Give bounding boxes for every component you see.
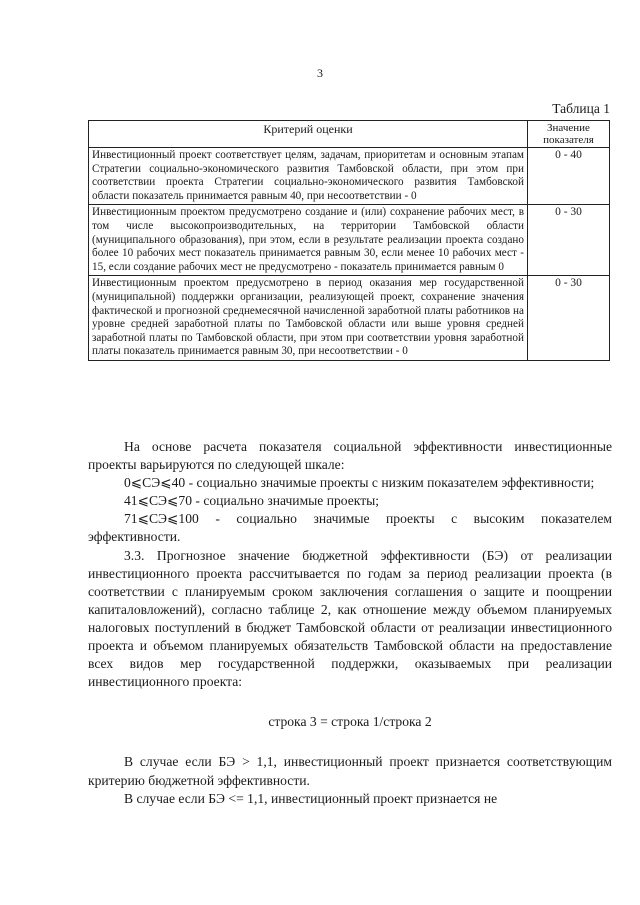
paragraph-be-below: В случае если БЭ <= 1,1, инвестиционный проект признается не: [124, 790, 498, 806]
header-criterion: Критерий оценки: [89, 121, 528, 148]
table-row: [89, 148, 610, 205]
paragraph-scale-intro: На основе расчета показателя социальной эффективности инвестиционные проекты варьируются по следующей шкале:: [88, 439, 612, 473]
header-value: Значение показателя: [528, 121, 610, 148]
table-caption: Таблица 1: [552, 101, 610, 116]
table-row: [89, 205, 610, 276]
paragraph-scale-low: 0⩽СЭ⩽40 - социально значимые проекты с низким показателем эффективности;: [124, 475, 595, 491]
criterion-cell: Инвестиционным проектом предусмотрено создание и (или) сохранение рабочих мест, в том числе высокопроизводительных, на территории Тамбовской области (муниципального образования), при этом, если в результате реализации проекта создано более 10 рабочих мест показатель принимается равным 30, если менее 10 рабочих мест - 15, если создание рабочих мест не предусмотрено - показатель принимается равным 0: [89, 205, 528, 276]
table-header-row: [89, 121, 610, 148]
table-row: [89, 276, 610, 361]
document-body: [88, 438, 612, 808]
formula: строка 3 = строка 1/строка 2: [268, 714, 432, 730]
value-cell: 0 - 40: [528, 148, 610, 205]
value-cell: 0 - 30: [528, 276, 610, 361]
criteria-table: [88, 120, 610, 361]
criterion-cell: Инвестиционным проектом предусмотрено в период оказания мер государственной (муниципальной) поддержки организации, реализующей проект, сохранение значения фактической и прогнозной среднемесячной начисленной заработной платы работников на уровне средней заработной платы по Тамбовской области или выше уровня средней заработной платы по Тамбовской области, при этом при соответствии уровня заработной платы показатель принимается равным 30, при несоответствии - 0: [89, 276, 528, 361]
paragraph-scale-high: 71⩽СЭ⩽100 - социально значимые проекты с высоким показателем эффективности.: [88, 511, 612, 545]
paragraph-budget-efficiency: 3.3. Прогнозное значение бюджетной эффективности (БЭ) от реализации инвестиционного проекта рассчитывается по годам за период реализации проекта (в соответствии с планируемым сроком заключения соглашения о защите и поощрении капиталовложений), согласно таблице 2, как отношение между объемом планируемых налоговых поступлений в бюджет Тамбовской области от реализации инвестиционного проекта и объемом планируемых обязательств Тамбовской области на предоставление всех видов мер государственной поддержки, оказываемых при реализации инвестиционного проекта:: [88, 547, 612, 690]
value-cell: 0 - 30: [528, 205, 610, 276]
paragraph-be-above: В случае если БЭ > 1,1, инвестиционный проект признается соответствующим критерию бюджетной эффективности.: [88, 754, 612, 788]
paragraph-scale-mid: 41⩽СЭ⩽70 - социально значимые проекты;: [124, 493, 380, 509]
page-number: 3: [317, 66, 323, 80]
criterion-cell: Инвестиционный проект соответствует целям, задачам, приоритетам и основным этапам Стратегии социально-экономического развития Тамбовской области, при этом при соответствии проекта Стратегии социально-экономического развития Тамбовской области показатель принимается равным 40, при несоответствии - 0: [89, 148, 528, 205]
